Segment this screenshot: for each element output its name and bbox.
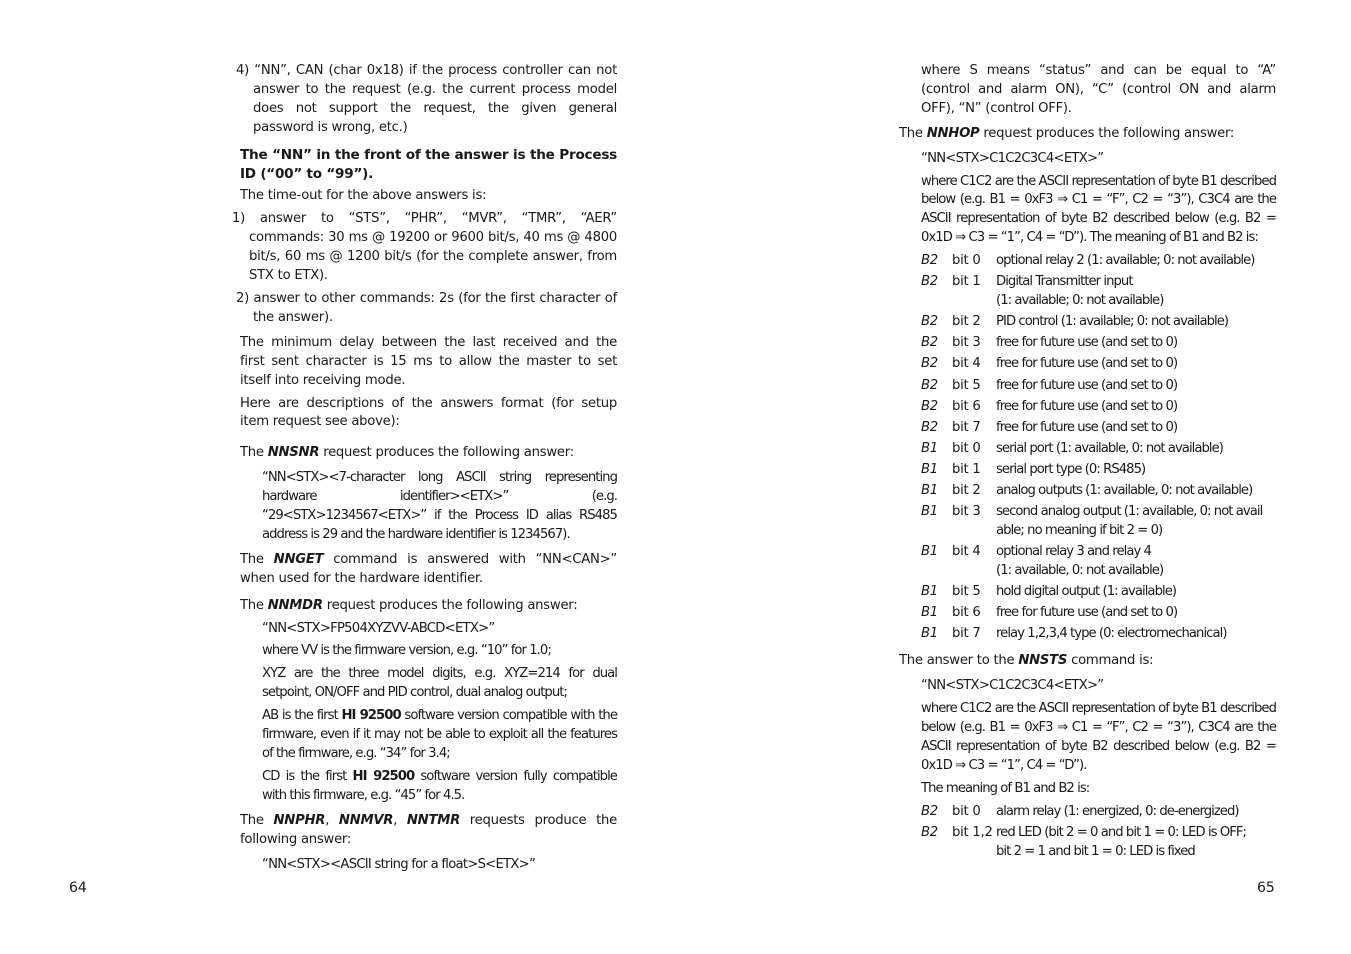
bit-number: bit 6 xyxy=(952,605,981,621)
phr-command: NNPHR xyxy=(273,812,326,828)
bit-row xyxy=(921,482,1276,501)
bit-row xyxy=(921,625,1276,644)
bit-description: red LED (bit 2 = 0 and bit 1 = 0: LED is OFF; bit 2 = 1 and bit 1 = 0: LED is fixed xyxy=(996,824,1247,859)
bit-description: free for future use (and set to 0) xyxy=(996,356,1178,372)
snr-answer: “NN<STX><7-character long ASCII string representing hardware identifier><ETX>” (e.g. “29<STX>1234567<ETX>” if the Process ID alias RS485 address is 29 and the hardware identifier is 1234567). xyxy=(262,470,617,542)
bit-byte: B2 xyxy=(921,356,938,372)
bit-description: analog outputs (1: available, 0: not available) xyxy=(996,483,1253,498)
get-command: NNGET xyxy=(273,551,324,567)
bit-byte: B1 xyxy=(921,584,938,600)
bit-number: bit 0 xyxy=(952,803,981,819)
bit-description: Digital Transmitter input (1: available; 0: not available) xyxy=(996,274,1164,309)
bit-byte: B1 xyxy=(921,605,938,621)
bit-number: bit 3 xyxy=(952,335,981,351)
sts-heading: The answer to the NNSTS command is: xyxy=(899,653,1154,669)
bit-number: bit 1,2 xyxy=(952,824,993,840)
process-id-note: The “NN” in the front of the answer is the Process ID (“00” to “99”). xyxy=(240,146,617,182)
bit-number: bit 7 xyxy=(952,419,981,435)
hop-answer: “NN<STX>C1C2C3C4<ETX>” xyxy=(921,150,1104,166)
hop-where: where C1C2 are the ASCII representation of byte B1 described below (e.g. B1 = 0xF3 ⇒ C1 = “F”, C2 = “3”), C3C4 are the ASCII representation of byte B2 described below (e.g. B2 = 0x1D ⇒ C3 = “1”, C4 = “D”). The meaning of B1 and B2 is: xyxy=(921,173,1276,246)
bit-number: bit 7 xyxy=(952,626,981,642)
bit-number: bit 5 xyxy=(952,584,981,600)
bit-row xyxy=(921,543,1276,581)
bit-row xyxy=(921,583,1276,602)
bit-description: second analog output (1: available, 0: not avail able; no meaning if bit 2 = 0) xyxy=(996,504,1263,538)
sts-answer: “NN<STX>C1C2C3C4<ETX>” xyxy=(921,678,1104,694)
mdr-command: NNMDR xyxy=(267,597,323,613)
bit-number: bit 5 xyxy=(952,377,981,393)
bit-row xyxy=(921,419,1276,438)
sts-bit-table xyxy=(921,803,1276,862)
mvr-command: NNMVR xyxy=(338,812,394,828)
status-note: where S means “status” and can be equal to “A” (control and alarm ON), “C” (control ON and alarm OFF), “N” (control OFF). xyxy=(921,63,1276,116)
sts-where: where C1C2 are the ASCII representation of byte B1 described below (e.g. B1 = 0xF3 ⇒ C1 = “F”, C2 = “3”), C3C4 are the ASCII representation of byte B2 described below (e.g. B2 = 0x1D ⇒ C3 = “1”, C4 = “D”). xyxy=(921,701,1276,773)
bit-description: PID control (1: available; 0: not available) xyxy=(996,314,1229,330)
hop-heading: The NNHOP request produces the following answer: xyxy=(899,125,1235,141)
snr-heading: The NNSNR request produces the following answer: xyxy=(240,445,574,461)
bit-number: bit 4 xyxy=(952,544,981,560)
bit-number: bit 0 xyxy=(952,253,981,269)
right-page-column xyxy=(899,62,1276,861)
min-delay-paragraph: The minimum delay between the last received and the first sent character is 15 ms to allow the master to set itself into receiving mode. xyxy=(240,334,617,388)
bit-byte: B2 xyxy=(921,274,938,290)
bit-byte: B2 xyxy=(921,398,938,414)
sts-command: NNSTS xyxy=(1018,653,1068,669)
bit-description: free for future use (and set to 0) xyxy=(996,335,1178,351)
descriptions-intro: Here are descriptions of the answers format (for setup item request see above): xyxy=(240,395,617,430)
bit-byte: B1 xyxy=(921,440,938,456)
bit-row xyxy=(921,803,1276,822)
sts-meaning: The meaning of B1 and B2 is: xyxy=(921,780,1090,796)
bit-row xyxy=(921,824,1276,862)
timeout-item-2: 2) answer to other commands: 2s (for the first character of the answer). xyxy=(236,290,617,325)
bit-byte: B2 xyxy=(921,335,938,351)
hop-command: NNHOP xyxy=(926,125,980,141)
bit-row xyxy=(921,440,1276,459)
bit-row xyxy=(921,334,1276,353)
hop-bit-table xyxy=(921,252,1276,644)
bit-number: bit 2 xyxy=(952,483,981,498)
ab-software-name: HI 92500 xyxy=(341,708,401,724)
page-number-left: 64 xyxy=(69,880,87,896)
bit-description: free for future use (and set to 0) xyxy=(996,377,1178,393)
mdr-xyz-note: XYZ are the three model digits, e.g. XYZ=214 for dual setpoint, ON/OFF and PID control, dual analog output; xyxy=(262,666,617,701)
bit-number: bit 2 xyxy=(952,314,981,330)
bit-description: free for future use (and set to 0) xyxy=(996,398,1178,414)
bit-byte: B1 xyxy=(921,626,938,642)
bit-number: bit 0 xyxy=(952,440,981,456)
mdr-vv-note: where VV is the firmware version, e.g. “10” for 1.0; xyxy=(262,643,551,659)
mdr-heading: The NNMDR request produces the following answer: xyxy=(240,597,578,613)
bit-row xyxy=(921,503,1276,541)
bit-row xyxy=(921,604,1276,623)
timeout-intro: The time-out for the above answers is: xyxy=(240,188,487,204)
bit-description: alarm relay (1: energized, 0: de-energized) xyxy=(996,803,1239,819)
bit-row xyxy=(921,377,1276,396)
page-number-right: 65 xyxy=(1257,880,1275,896)
phr-mvr-tmr-paragraph: The NNPHR, NNMVR, NNTMR requests produce the following answer: xyxy=(240,812,617,847)
mdr-ab-note: AB is the first HI 92500 software version compatible with the firmware, even if it may not be able to exploit all the features of the firmware, e.g. “34” for 3.4; xyxy=(262,708,617,761)
bit-byte: B2 xyxy=(921,824,938,840)
bit-byte: B2 xyxy=(921,803,938,819)
get-paragraph: The NNGET command is answered with “NN<CAN>” when used for the hardware identifier. xyxy=(240,551,617,586)
bit-row xyxy=(921,398,1276,417)
bit-number: bit 1 xyxy=(952,461,981,477)
bit-byte: B2 xyxy=(921,253,938,269)
bit-description: free for future use (and set to 0) xyxy=(996,419,1178,435)
bit-byte: B1 xyxy=(921,544,938,560)
left-page-column xyxy=(232,62,617,874)
mdr-cd-note: CD is the first HI 92500 software version fully compatible with this firmware, e.g. “45” for 4.5. xyxy=(262,768,617,803)
cd-software-name: HI 92500 xyxy=(352,768,415,784)
bit-byte: B2 xyxy=(921,377,938,393)
bit-byte: B1 xyxy=(921,483,938,498)
bit-byte: B1 xyxy=(921,461,938,477)
bit-description: serial port (1: available, 0: not available) xyxy=(996,440,1223,456)
bit-description: hold digital output (1: available) xyxy=(996,584,1177,600)
mdr-answer: “NN<STX>FP504XYZVV-ABCD<ETX>” xyxy=(262,620,495,636)
answer-item-4: 4) “NN”, CAN (char 0x18) if the process controller can not answer to the request (e.g. the current process model does not support the request, the given general password is wrong, etc.) xyxy=(236,63,617,135)
bit-number: bit 3 xyxy=(952,504,981,520)
bit-number: bit 1 xyxy=(952,274,981,290)
bit-number: bit 6 xyxy=(952,398,981,414)
bit-row xyxy=(921,461,1276,480)
bit-byte: B2 xyxy=(921,314,938,330)
bit-byte: B1 xyxy=(921,504,938,520)
bit-row xyxy=(921,273,1276,311)
bit-number: bit 4 xyxy=(952,356,981,372)
bit-row xyxy=(921,252,1276,271)
bit-row xyxy=(921,355,1276,374)
bit-description: optional relay 2 (1: available; 0: not available) xyxy=(996,253,1255,269)
bit-row xyxy=(921,313,1276,332)
bit-description: serial port type (0: RS485) xyxy=(996,461,1146,477)
bit-description: free for future use (and set to 0) xyxy=(996,605,1178,621)
phr-answer: “NN<STX><ASCII string for a float>S<ETX>” xyxy=(262,856,536,872)
bit-byte: B2 xyxy=(921,419,938,435)
timeout-item-1: 1) answer to “STS”, “PHR”, “MVR”, “TMR”, “AER” commands: 30 ms @ 19200 or 9600 bit/s, 40 ms @ 4800 bit/s, 60 ms @ 1200 bit/s (for the complete answer, from STX to ETX). xyxy=(232,211,617,284)
tmr-command: NNTMR xyxy=(406,812,460,828)
snr-command: NNSNR xyxy=(267,445,320,461)
bit-description: relay 1,2,3,4 type (0: electromechanical) xyxy=(996,626,1227,642)
bit-description: optional relay 3 and relay 4 (1: available, 0: not available) xyxy=(996,544,1164,578)
